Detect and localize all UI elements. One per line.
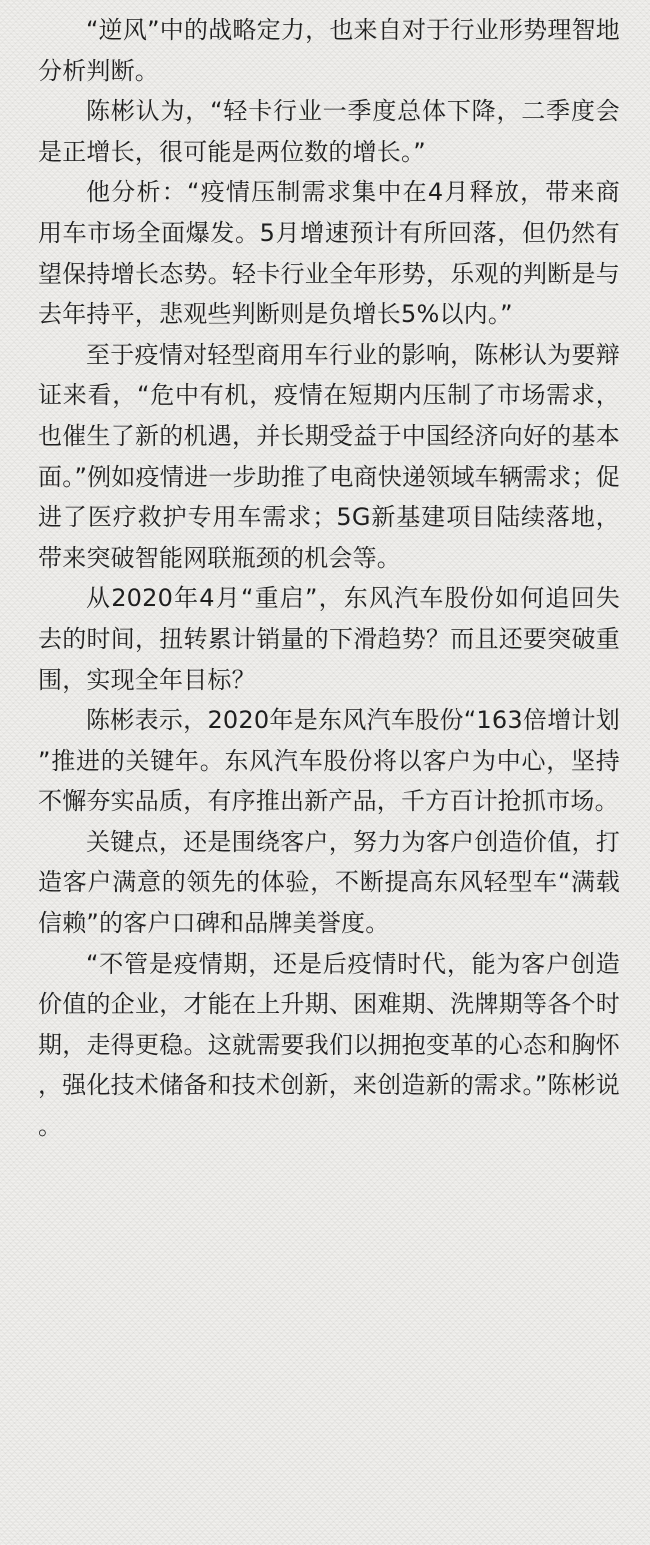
article-paragraph-4: 至于疫情对轻型商用车行业的影响，陈彬认为要辩证来看，“危中有机，疫情在短期内压制了市场需求，也催生了新的机遇，并长期受益于中国经济向好的基本面。”例如疫情进一步助推了电商快递领域车辆需求；促进了医疗救护专用车需求；5G新基建项目陆续落地，带来突破智能网联瓶颈的机会等。 xyxy=(38,340,620,572)
article-paragraph-2: 陈彬认为，“轻卡行业一季度总体下降，二季度会是正增长，很可能是两位数的增长。” xyxy=(38,97,620,166)
article-paragraph-1: “逆风”中的战略定力，也来自对于行业形势理智地分析判断。 xyxy=(38,16,620,85)
article-paragraph-8: “不管是疫情期，还是后疫情时代，能为客户创造价值的企业，才能在上升期、困难期、洗牌期等各个时期，走得更稳。这就需要我们以拥抱变革的心态和胸怀，强化技术储备和技术创新，来创造新的需求。”陈彬说。 xyxy=(38,949,620,1141)
article-paragraph-6: 陈彬表示，2020年是东风汽车股份“163倍增计划”推进的关键年。东风汽车股份将以客户为中心，坚持不懈夯实品质，有序推出新产品，千方百计抢抓市场。 xyxy=(38,706,620,816)
article-paragraph-3: 他分析：“疫情压制需求集中在4月释放，带来商用车市场全面爆发。5月增速预计有所回落，但仍然有望保持增长态势。轻卡行业全年形势，乐观的判断是与去年持平，悲观些判断则是负增长5%以内。” xyxy=(38,178,620,329)
article-paragraph-5: 从2020年4月“重启”，东风汽车股份如何追回失去的时间，扭转累计销量的下滑趋势？而且还要突破重围，实现全年目标？ xyxy=(38,584,620,694)
article-paragraph-7: 关键点，还是围绕客户，努力为客户创造价值，打造客户满意的领先的体验，不断提高东风轻型车“满载信赖”的客户口碑和品牌美誉度。 xyxy=(38,827,620,938)
